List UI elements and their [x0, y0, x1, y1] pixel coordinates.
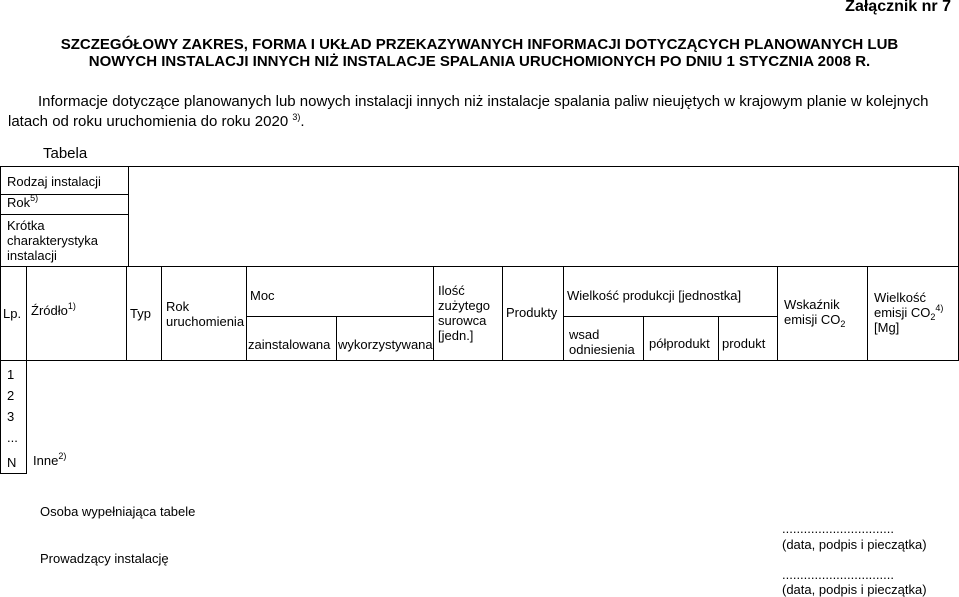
header-lp: Lp.: [3, 306, 22, 321]
header-zrodlo: Źródło$^{1)}$: [31, 301, 76, 318]
header-wielkosc-emisji: Wielkość emisji $CO_2^{4)}$ [Mg]: [874, 290, 944, 335]
row-number-ellipsis: ...: [7, 430, 18, 445]
title-line-2: NOWYCH INSTALACJI INNYCH NIŻ INSTALACJE SPALANIA URUCHOMIONYCH PO DNIU 1 STYCZNIA 2008 R.: [88, 53, 871, 70]
row-label-rok: Rok$^{5)}$: [7, 193, 39, 210]
header-produkty: Produkty: [506, 305, 558, 320]
intro-paragraph: Informacje dotyczące planowanych lub nowych instalacji innych niż instalacje spalania paliw nieujętych w krajowym planie w kolejnych latach od roku uruchomienia do roku 2020 $^{3)}$.: [8, 93, 929, 130]
row-inne: Inne$^{2)}$: [33, 451, 67, 468]
signature-caption-2: (data, podpis i pieczątka): [782, 582, 927, 597]
intro-footnote: 3): [292, 112, 301, 122]
row-number-3: 3: [7, 409, 15, 424]
signature-caption-1: (data, podpis i pieczątka): [782, 537, 927, 552]
header-polprodukt: półprodukt: [649, 336, 710, 351]
header-wykorzystywana: wykorzystywana: [338, 337, 433, 352]
signature-dots-1: ...............................: [782, 521, 894, 536]
signature-dots-2: ...............................: [782, 567, 894, 582]
table-caption: Tabela: [43, 145, 88, 162]
intro-text: Informacje dotyczące planowanych lub nowych instalacji innych niż instalacje spalania paliw nieujętych w krajowym planie w kolejnych latach od roku uruchomienia do roku 2020: [8, 93, 929, 130]
header-produkt: produkt: [722, 336, 766, 351]
header-rok-uruchomienia: Rok uruchomienia: [166, 299, 245, 329]
row-number-n: N: [7, 455, 17, 470]
row-number-1: 1: [7, 367, 15, 382]
header-wielkosc-produkcji: Wielkość produkcji [jednostka]: [567, 288, 742, 303]
title-line-1: SZCZEGÓŁOWY ZAKRES, FORMA I UKŁAD PRZEKAZYWANYCH INFORMACJI DOTYCZĄCYCH PLANOWANYCH LUB: [60, 36, 899, 53]
prowadzacy-label: Prowadzący instalację: [40, 551, 169, 566]
document-title: [0, 36, 959, 70]
row-number-2: 2: [7, 388, 15, 403]
row-label-krotka: Krótka charakterystyka instalacji: [7, 218, 99, 263]
header-typ: Typ: [130, 306, 151, 321]
header-wskaznik-emisji: Wskaźnik emisji $CO_2$: [784, 297, 846, 329]
header-wsad-odniesienia: wsad odniesienia: [569, 327, 635, 357]
header-moc: Moc: [250, 288, 275, 303]
osoba-wypelniajaca-label: Osoba wypełniająca tabele: [40, 504, 196, 519]
header-ilosc-surowca: Ilość zużytego surowca [jedn.]: [438, 283, 491, 343]
row-label-rodzaj: Rodzaj instalacji: [7, 174, 101, 189]
header-zainstalowana: zainstalowana: [248, 337, 331, 352]
annex-label: Załącznik nr 7: [845, 0, 951, 15]
